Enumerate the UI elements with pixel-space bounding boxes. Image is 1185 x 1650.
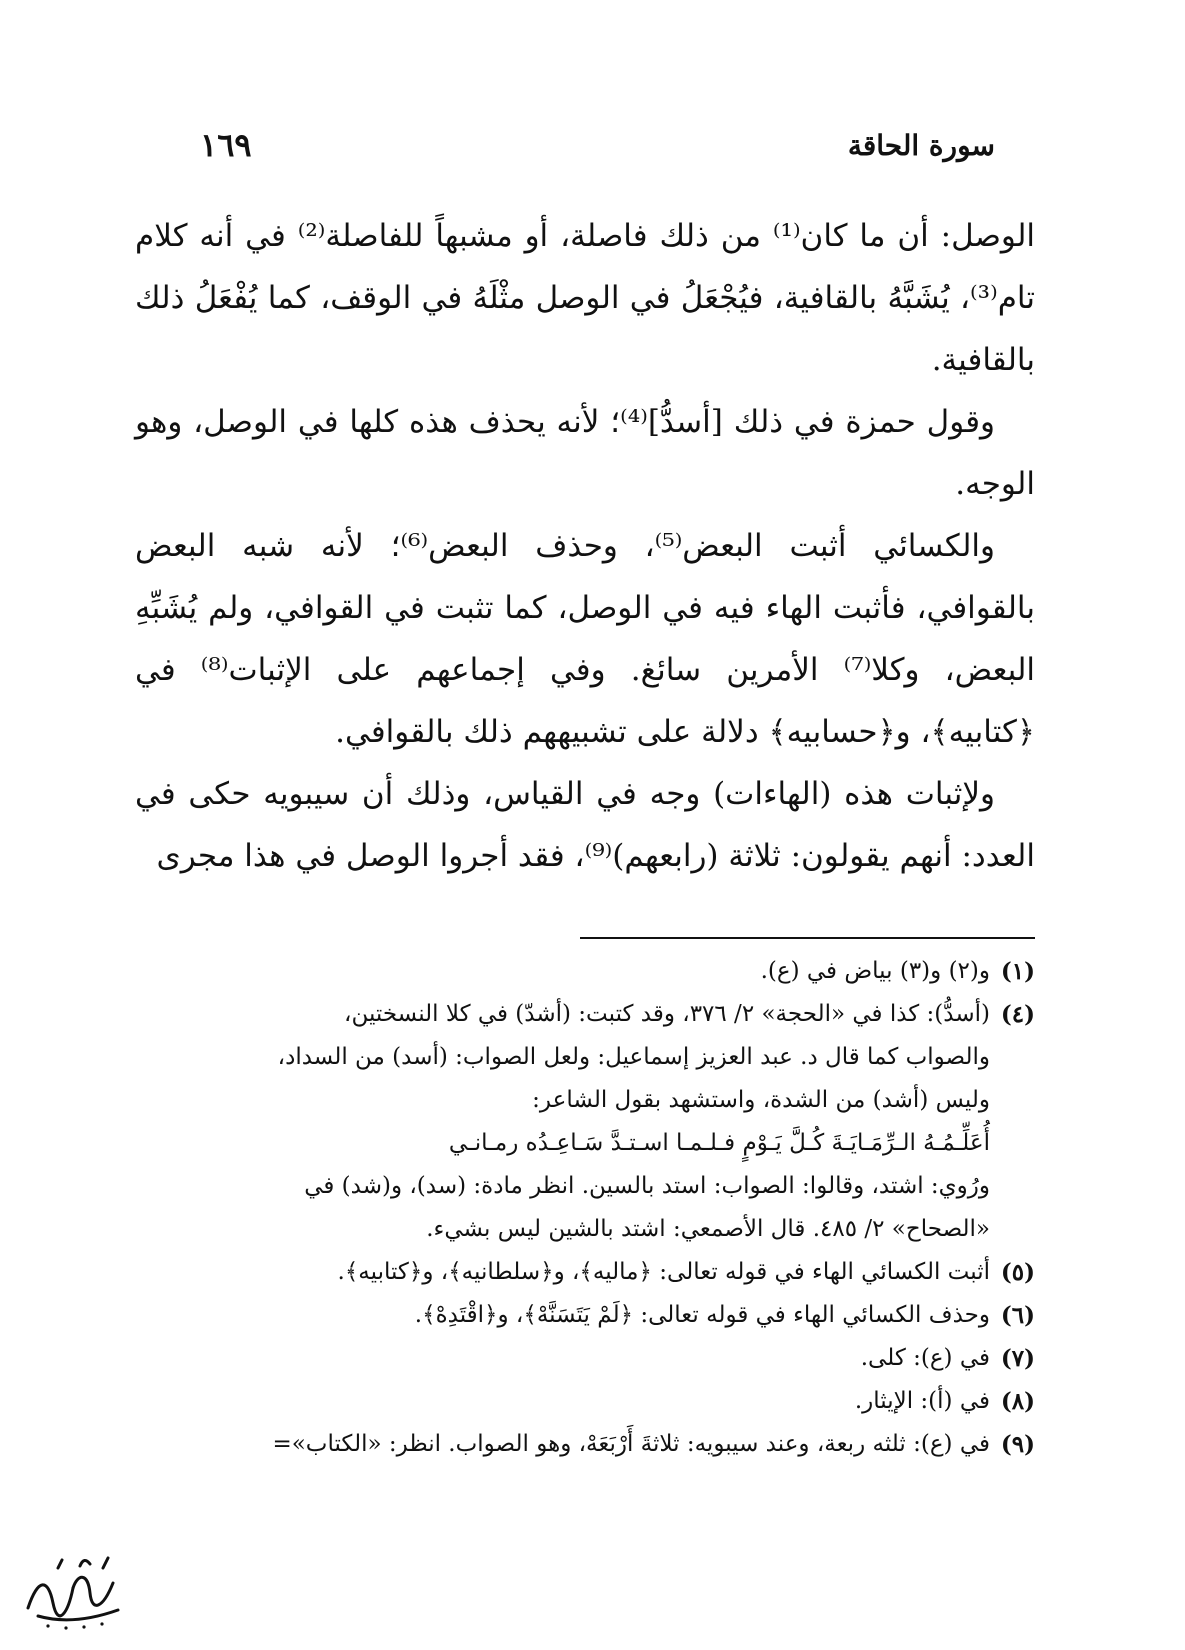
footnote-number: (١) xyxy=(1000,958,1035,985)
footnote-number: (٤) xyxy=(1000,1001,1035,1028)
footnote-9 xyxy=(135,1423,1035,1466)
page-header xyxy=(200,120,995,170)
footnote-1 xyxy=(135,950,1035,993)
footnote-number: (٧) xyxy=(1000,1345,1035,1372)
footnote-number: (٨) xyxy=(1000,1388,1035,1415)
verse-second-hemistich: فـلـمـا اسـتـدَّ سَـاعِـدُه رمـانـي xyxy=(448,1130,736,1156)
footnote-text xyxy=(135,993,990,1251)
paragraph: ولإثبات هذه (الهاءات) وجه في القياس، وذلك أن سيبويه حكى في العدد: أنهم يقولون: ثلاثة (رابعهم)⁽⁹⁾، فقد أجروا الوصل في هذا مجرى xyxy=(135,776,1035,874)
footnote-number: (٩) xyxy=(1000,1431,1035,1458)
running-title: سورة الحاقة xyxy=(847,128,995,162)
footnote-divider xyxy=(580,937,1035,939)
footnote-line: والصواب كما قال د. عبد العزيز إسماعيل: ولعل الصواب: (أسد) من السداد، xyxy=(277,1044,990,1070)
footnote-text: في (ع): كلى. xyxy=(860,1345,990,1371)
verse-first-hemistich: أُعَلِّـمُـهُ الـرِّمَـايَـةَ كُـلَّ يَـوْمٍ xyxy=(742,1130,990,1156)
main-text xyxy=(135,205,1035,887)
footnotes xyxy=(135,950,1035,1466)
footnote-6 xyxy=(135,1294,1035,1337)
footnote-text: في (أ): الإيثار. xyxy=(854,1388,990,1414)
paragraph: الوصل: أن ما كان⁽¹⁾ من ذلك فاصلة، أو مشبهاً للفاصلة⁽²⁾ في أنه كلام تام⁽³⁾، يُشَبَّهُ بالقافية، فيُجْعَلُ في الوصل مثْلَهُ في الوقف، كما يُفْعَلُ ذلك بالقافية. xyxy=(135,218,1035,378)
footnote-4 xyxy=(135,993,1035,1251)
footnote-7 xyxy=(135,1337,1035,1380)
footnote-number: (٦) xyxy=(1000,1302,1035,1329)
paragraph: والكسائي أثبت البعض⁽⁵⁾، وحذف البعض⁽⁶⁾؛ لأنه شبه البعض بالقوافي، فأثبت الهاء فيه في الوصل، كما تثبت في القوافي، ولم يُشَبِّهِ البعض، وكلا⁽⁷⁾ الأمرين سائغ. وفي إجماعهم على الإثبات⁽⁸⁾ في ﴿كتابيه﴾، و﴿حسابيه﴾ دلالة على تشبيههم ذلك بالقوافي. xyxy=(135,528,1036,750)
calligraphy-logo-icon xyxy=(18,1538,128,1638)
footnote-8 xyxy=(135,1380,1035,1423)
footnote-text: في (ع): ثلثه ربعة، وعند سيبويه: ثلاثةَ أَرْبَعَهْ، وهو الصواب. انظر: «الكتاب»= xyxy=(272,1431,990,1457)
footnote-number: (٥) xyxy=(1000,1259,1035,1286)
footnote-line: «الصحاح» ٢/ ٤٨٥. قال الأصمعي: اشتد بالشين ليس بشيء. xyxy=(426,1216,990,1242)
footnote-line: وليس (أشد) من الشدة، واستشهد بقول الشاعر: xyxy=(532,1087,990,1113)
footnote-text: وحذف الكسائي الهاء في قوله تعالى: ﴿لَمْ يَتَسَنَّهْ﴾، و﴿اقْتَدِهْ﴾. xyxy=(414,1302,990,1328)
poetry-verse xyxy=(135,1122,990,1165)
footnote-text: أثبت الكسائي الهاء في قوله تعالى: ﴿ماليه﴾، و﴿سلطانيه﴾، و﴿كتابيه﴾. xyxy=(337,1259,990,1285)
footnote-text: و(٢) و(٣) بياض في (ع). xyxy=(760,958,990,984)
footnote-5 xyxy=(135,1251,1035,1294)
footnote-line: ورُوي: اشتد، وقالوا: الصواب: استد بالسين. انظر مادة: (سد)، و(شد) في xyxy=(304,1173,990,1199)
paragraph: وقول حمزة في ذلك [أسدُّ]⁽⁴⁾؛ لأنه يحذف هذه كلها في الوصل، وهو الوجه. xyxy=(135,404,1035,502)
footnote-line: (أسدُّ): كذا في «الحجة» ٢/ ٣٧٦، وقد كتبت: (أشدّ) في كلا النسختين، xyxy=(344,1001,990,1027)
page-number: ١٦٩ xyxy=(200,126,252,164)
